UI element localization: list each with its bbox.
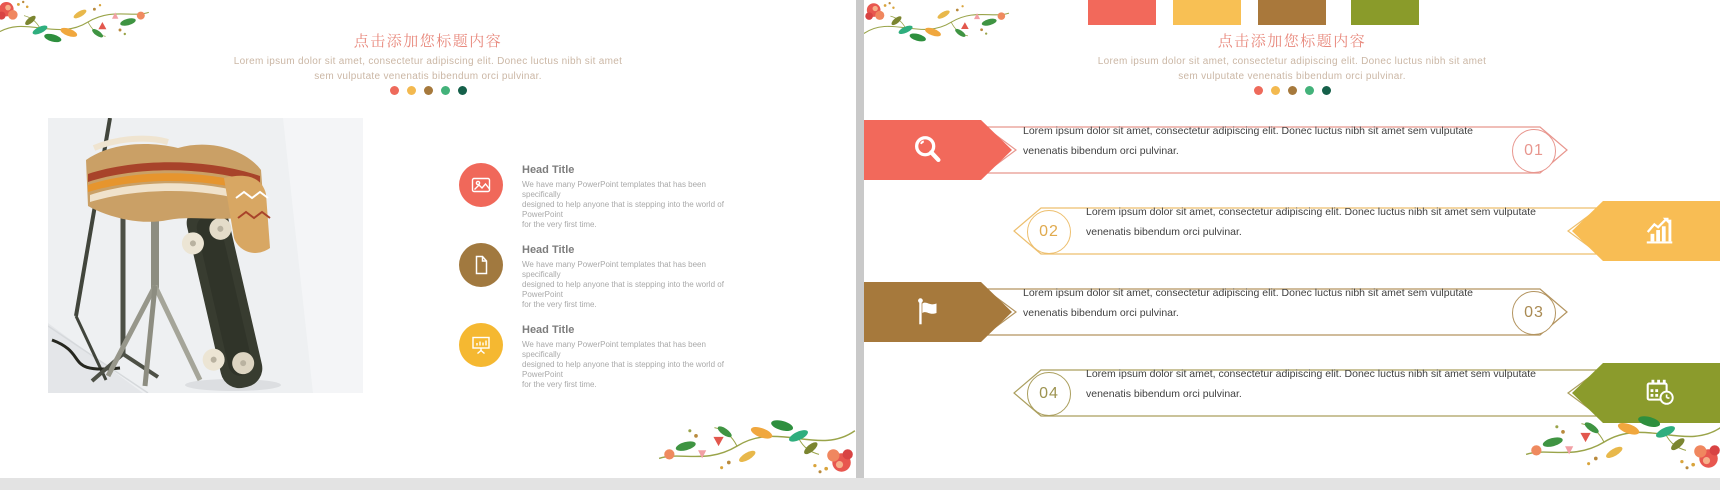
calendar-clock-icon [1643, 376, 1677, 410]
subtitle-line: sem vulputate venenatis bibendum orci pulvinar. [314, 71, 542, 82]
slide-thumbnail-right[interactable] [864, 0, 1720, 478]
accent-dot [407, 86, 416, 95]
list-item [864, 352, 1720, 434]
accent-dot [424, 86, 433, 95]
feature-item [459, 163, 727, 230]
feature-item [459, 243, 727, 310]
slide-title: 点击添加您标题内容 [1217, 33, 1367, 50]
color-swatch [1088, 0, 1156, 25]
feature-item [459, 323, 727, 390]
subtitle-line: Lorem ipsum dolor sit amet, consectetur adipiscing elit. Donec luctus nibh sit amet [233, 56, 623, 67]
list-item [864, 190, 1720, 272]
floral-decoration-bottom-right [655, 398, 856, 478]
color-swatch [1258, 0, 1326, 25]
flag-icon [911, 295, 945, 329]
search-icon [911, 133, 945, 167]
slide-subtitle [0, 54, 856, 84]
accent-dot [458, 86, 467, 95]
photo-skateboard-stool [48, 118, 363, 393]
accent-dots [0, 86, 856, 95]
accent-dot [1288, 86, 1297, 95]
slide-title: 点击添加您标题内容 [353, 33, 503, 50]
step-number-badge: 01 [1512, 129, 1556, 173]
horizontal-scrollbar[interactable] [0, 478, 1720, 490]
row-text: Lorem ipsum dolor sit amet, consectetur adipiscing elit. Donec luctus nibh sit amet sem vulputate venenatis bibendum orci pulvinar. [1023, 125, 1473, 157]
color-swatch [1173, 0, 1241, 25]
document-icon [459, 243, 503, 287]
row-text: Lorem ipsum dolor sit amet, consectetur adipiscing elit. Donec luctus nibh sit amet sem vulputate venenatis bibendum orci pulvinar. [1086, 206, 1536, 238]
step-number-badge: 03 [1512, 291, 1556, 335]
bar-chart-icon [1643, 214, 1677, 248]
color-swatch [1351, 0, 1419, 25]
list-item [864, 109, 1720, 191]
accent-dots [864, 86, 1720, 95]
item-title: Head Title [522, 164, 575, 176]
row-text: Lorem ipsum dolor sit amet, consectetur adipiscing elit. Donec luctus nibh sit amet sem vulputate venenatis bibendum orci pulvinar. [1023, 287, 1473, 319]
accent-dot [390, 86, 399, 95]
row-text: Lorem ipsum dolor sit amet, consectetur adipiscing elit. Donec luctus nibh sit amet sem vulputate venenatis bibendum orci pulvinar. [1086, 368, 1536, 400]
subtitle-line: sem vulputate venenatis bibendum orci pulvinar. [1178, 71, 1406, 82]
item-title: Head Title [522, 324, 575, 336]
item-body: We have many PowerPoint templates that has been specifically designed to help anyone that is stepping into the world of PowerPoint for the very first time. [522, 340, 724, 389]
accent-dot [441, 86, 450, 95]
accent-dot [1254, 86, 1263, 95]
accent-dot [1271, 86, 1280, 95]
accent-dot [1322, 86, 1331, 95]
item-body: We have many PowerPoint templates that has been specifically designed to help anyone that is stepping into the world of PowerPoint for the very first time. [522, 260, 724, 309]
step-number-badge: 04 [1027, 372, 1071, 416]
step-number-badge: 02 [1027, 210, 1071, 254]
item-title: Head Title [522, 244, 575, 256]
list-item [864, 271, 1720, 353]
subtitle-line: Lorem ipsum dolor sit amet, consectetur adipiscing elit. Donec luctus nibh sit amet [1097, 56, 1487, 67]
image-icon [459, 163, 503, 207]
item-body: We have many PowerPoint templates that has been specifically designed to help anyone that is stepping into the world of PowerPoint for the very first time. [522, 180, 724, 229]
presentation-chart-icon [459, 323, 503, 367]
slide-thumbnail-left[interactable] [0, 0, 856, 478]
slide-subtitle [864, 54, 1720, 84]
accent-dot [1305, 86, 1314, 95]
